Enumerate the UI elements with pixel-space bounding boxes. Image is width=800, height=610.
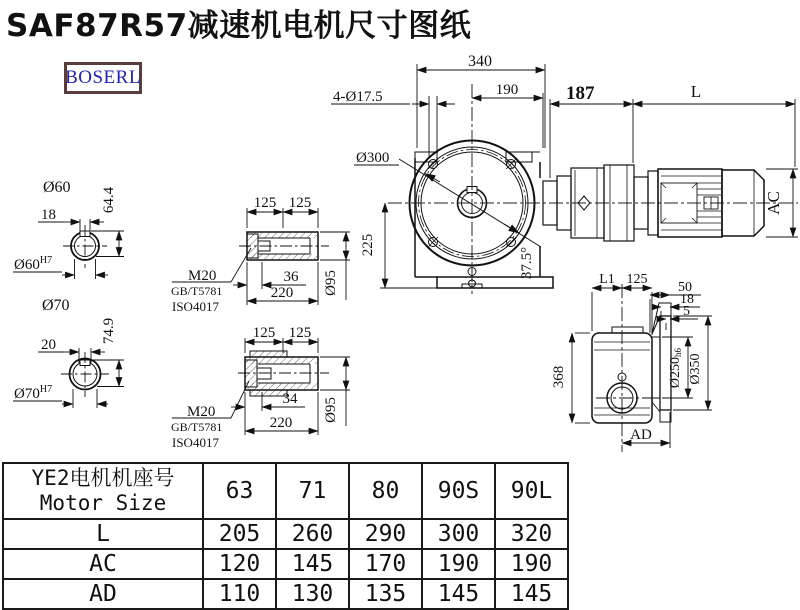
cell-ac-90l: 190: [495, 549, 568, 579]
dim-flange-dia: Ø350: [688, 353, 703, 385]
cell-ac-71: 145: [276, 549, 349, 579]
front-view: [331, 53, 553, 294]
front-bolt-span: 190: [495, 82, 519, 98]
motor-size-table: [2, 462, 569, 610]
cell-l-90l: 320: [495, 519, 568, 549]
table-row-ad: [3, 579, 568, 609]
standard-label-1b: ISO4017: [172, 299, 219, 314]
shaft70-section: [13, 297, 124, 408]
cell-ac-90s: 190: [422, 549, 495, 579]
side-view: [551, 272, 712, 452]
front-center-height: 225: [360, 233, 376, 257]
hollow1-thread-depth: 36: [283, 269, 299, 285]
cell-ad-90s: 145: [422, 579, 495, 609]
standard-label-1a: GB/T5781: [171, 284, 223, 298]
shaft70-bore-height: 74.9: [101, 317, 117, 345]
thread-label-1: M20: [188, 268, 217, 284]
shaft60-bore-height: 64.4: [101, 186, 117, 214]
table-col-90s: 90S: [422, 463, 495, 519]
front-width: 340: [468, 53, 492, 70]
standard-label-2a: GB/T5781: [171, 420, 223, 434]
table-row-ac: [3, 549, 568, 579]
standard-label-2b: ISO4017: [172, 435, 219, 450]
hollow2-length: 220: [269, 415, 293, 431]
table-header-cn: YE2电机机座号: [31, 466, 175, 490]
table-header-row: [3, 463, 568, 519]
shaft60-bore-label: $Ø60^{H7}$: [14, 255, 53, 273]
hollow2-dia: Ø95: [323, 397, 339, 423]
hollow1-dia: Ø95: [323, 270, 339, 296]
table-col-80: 80: [349, 463, 422, 519]
hollow2-thread-depth: 34: [282, 391, 298, 407]
page-title: SAF87R57减速机电机尺寸图纸: [6, 8, 472, 44]
table-header-motor-size: [3, 463, 203, 519]
cell-ad-63: 110: [203, 579, 276, 609]
shaft70-label: Ø70: [42, 297, 70, 314]
brand-logo-text: BOSERL: [65, 67, 141, 88]
table-row-l: [3, 519, 568, 549]
shaft70-bore-label: $Ø70^{H7}$: [14, 384, 53, 402]
cell-l-63: 205: [203, 519, 276, 549]
cell-l-90s: 300: [422, 519, 495, 549]
dim-gear-length: 187: [566, 83, 595, 104]
hollow1-seg2: 125: [288, 195, 312, 211]
shaft60-keyway-width: 18: [41, 207, 56, 223]
cell-l-71: 260: [276, 519, 349, 549]
dim-step-50: 50: [678, 280, 692, 295]
front-bolt-holes: 4-Ø17.5: [333, 89, 383, 105]
hollow1-seg1: 125: [253, 195, 277, 211]
front-angle: 37.5°: [519, 246, 535, 280]
table-col-71: 71: [276, 463, 349, 519]
gear-motor-dims: [550, 82, 798, 237]
shaft60-section: [13, 179, 124, 279]
row-label-ad: AD: [3, 579, 203, 609]
hollow2-seg2: 125: [288, 325, 312, 341]
hollow-shaft-1: [233, 195, 350, 305]
cell-ad-80: 135: [349, 579, 422, 609]
dim-ad: AD: [630, 427, 652, 443]
shaft70-keyway-width: 20: [41, 337, 56, 353]
hollow-shaft-2: [231, 325, 350, 435]
hollow1-length: 220: [270, 285, 294, 301]
table-col-90l: 90L: [495, 463, 568, 519]
dim-l1: L1: [599, 272, 615, 287]
dim-spigot-dia: Ø250h6: [668, 347, 683, 389]
cell-ac-63: 120: [203, 549, 276, 579]
dim-step-18: 18: [680, 292, 694, 307]
thread-label-2: M20: [187, 404, 216, 420]
dim-offset-125: 125: [626, 272, 648, 287]
row-label-l: L: [3, 519, 203, 549]
dim-height-368: 368: [551, 365, 567, 389]
cell-l-80: 290: [349, 519, 422, 549]
dim-step-5: 5: [683, 304, 690, 319]
row-label-ac: AC: [3, 549, 203, 579]
thread-callout-2: [171, 381, 249, 450]
dim-motor-length: L: [690, 82, 702, 101]
thread-callout-1: [171, 248, 251, 314]
shaft60-label: Ø60: [43, 179, 71, 196]
table-header-en: Motor Size: [39, 491, 167, 515]
dim-motor-ac: AC: [764, 191, 783, 215]
front-flange-dia: Ø300: [356, 150, 390, 166]
cell-ac-80: 170: [349, 549, 422, 579]
hollow2-seg1: 125: [252, 325, 276, 341]
cell-ad-71: 130: [276, 579, 349, 609]
cell-ad-90l: 145: [495, 579, 568, 609]
table-col-63: 63: [203, 463, 276, 519]
